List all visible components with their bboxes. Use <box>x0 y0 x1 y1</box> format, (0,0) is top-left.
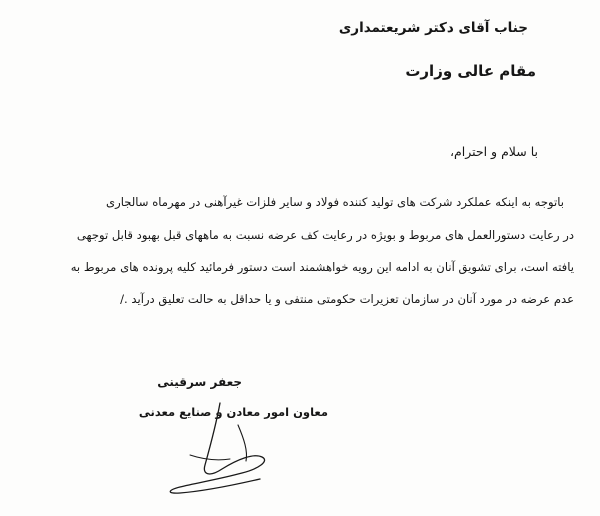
handwritten-signature-icon <box>150 395 290 500</box>
signer-name: جعفر سرقینی <box>157 375 242 389</box>
body-line-3: یافته است، برای تشویق آنان به ادامه این رویه خواهشمند است دستور فرمائید کلیه پرونده های مربوط به <box>70 260 574 274</box>
body-line-1: باتوجه به اینکه عملکرد شرکت های تولید کننده فولاد و سایر فلزات غیرآهنی در مهرماه سالجاری <box>106 195 564 209</box>
greeting: با سلام و احترام، <box>449 144 538 159</box>
body-line-4: عدم عرضه در مورد آنان در سازمان تعزیرات حکومتی منتفی و یا حداقل به حالت تعلیق درآید ./ <box>120 292 574 306</box>
signer-title: معاون امور معادن و صنایع معدنی <box>138 405 328 419</box>
body-line-2: در رعایت دستورالعمل های مربوط و بویژه در رعایت کف عرضه نسبت به ماههای قبل بهبود قابل توجهی <box>76 228 574 242</box>
addressee-title: مقام عالی وزارت <box>405 62 536 80</box>
addressee-name: جناب آقای دکتر شریعتمداری <box>338 20 528 36</box>
